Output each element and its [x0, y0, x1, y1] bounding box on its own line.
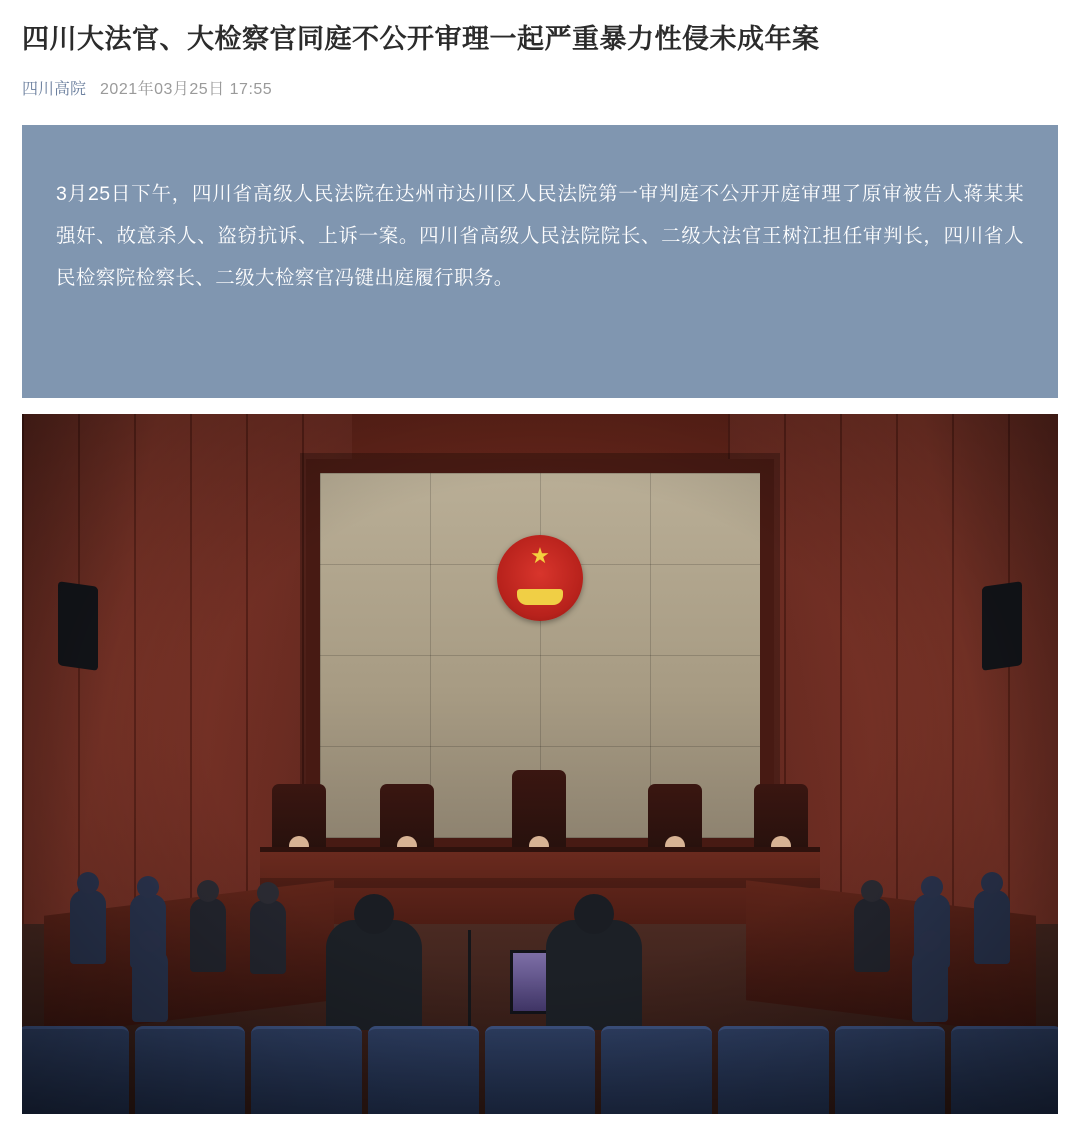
camera-operator	[326, 920, 422, 1030]
tripod	[468, 930, 471, 1026]
attendee	[974, 890, 1010, 964]
attendee	[250, 900, 286, 974]
gallery-seating	[22, 1026, 1058, 1114]
attendee	[190, 898, 226, 972]
gallery-seat	[251, 1026, 362, 1114]
camera-operator	[546, 920, 642, 1030]
courtroom-scene	[22, 414, 1058, 1114]
gallery-seat	[135, 1026, 246, 1114]
judges-bench	[260, 847, 820, 932]
gallery-seat	[22, 1026, 129, 1114]
national-emblem-icon	[497, 535, 583, 621]
gallery-seat	[485, 1026, 596, 1114]
gallery-seat	[718, 1026, 829, 1114]
article-summary-text: 3月25日下午，四川省高级人民法院在达州市达川区人民法院第一审判庭不公开开庭审理了原审被告人蒋某某强奸、故意杀人、盗窃抗诉、上诉一案。四川省高级人民法院院长、二级大法官王树江担任审判长，四川省人民检察院检察长、二级大检察官冯键出庭履行职务。	[56, 183, 1024, 289]
attendee	[854, 898, 890, 972]
gallery-seat	[835, 1026, 946, 1114]
article-source[interactable]: 四川高院	[22, 81, 87, 98]
bailiff	[132, 948, 168, 1022]
speaker-left-icon	[58, 581, 98, 671]
page-title: 四川大法官、大检察官同庭不公开审理一起严重暴力性侵未成年案	[22, 24, 820, 54]
article-timestamp: 2021年03月25日 17:55	[100, 81, 273, 98]
article-meta	[22, 76, 1058, 99]
article-photo	[22, 414, 1058, 1114]
gallery-seat	[601, 1026, 712, 1114]
article-summary-box	[22, 125, 1058, 398]
attendee	[70, 890, 106, 964]
gallery-seat	[368, 1026, 479, 1114]
bailiff	[912, 948, 948, 1022]
speaker-right-icon	[982, 581, 1022, 671]
gallery-seat	[951, 1026, 1058, 1114]
article-header	[0, 0, 1080, 99]
